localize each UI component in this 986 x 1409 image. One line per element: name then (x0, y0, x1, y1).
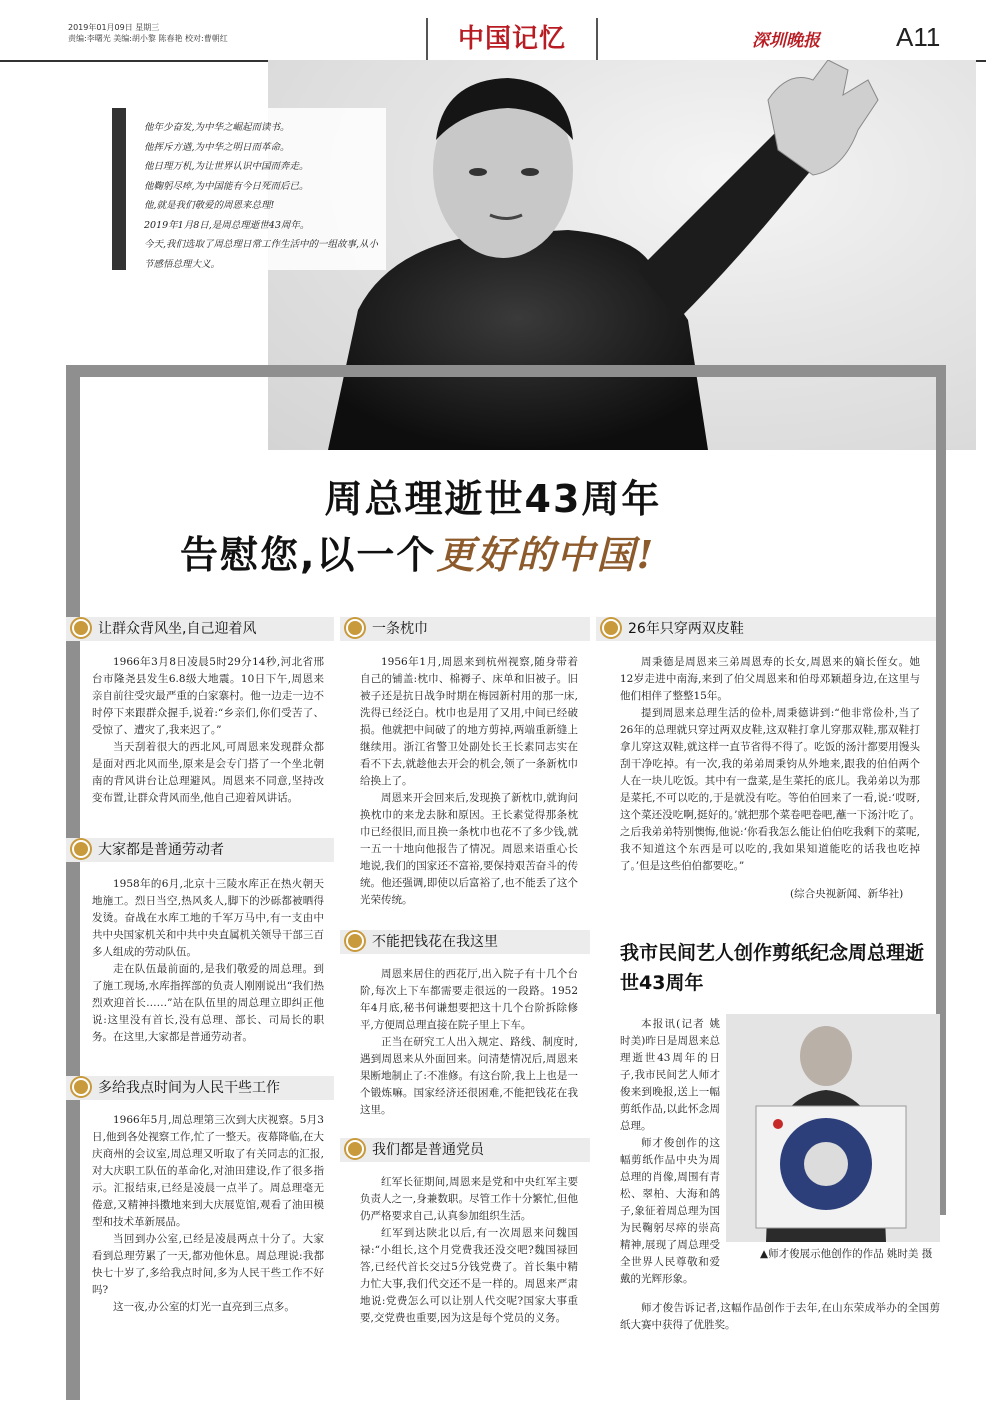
photo-caption: ▲师才俊展示他创作的作品 姚时美 摄 (760, 1248, 933, 1260)
subhead-col1-1 (66, 617, 334, 641)
paragraph: 1966年5月,周总理第三次到大庆视察。5月3日,他到各处视察工作,忙了一整天。夜幕降临,在大庆商州的会议室,周总理又听取了有关同志的汇报,对大庆职工队伍的革命化,对油田建设,作了很多指示。汇报结束,已经是凌晨一点半了。周总理毫无倦意,又精神抖擞地来到大庆展览馆,观看了油田模型和技术革新展品。 (92, 1114, 324, 1228)
paragraph: 周恩来居住的西花厅,出入院子有十几个台阶,每次上下车都需要走很远的一段路。1952年4月底,秘书何谦想要把这十几个台阶拆除修平,方便周总理直接在院子里上下车。 (360, 968, 578, 1031)
paragraph: 这一夜,办公室的灯光一直亮到三点多。 (113, 1301, 295, 1313)
headline-line2-prefix: 告慰您,以一个 (180, 533, 437, 577)
subhead-col2-3 (340, 1138, 590, 1162)
staff-line: 责编:李曙光 美编:胡小黎 陈春艳 校对:曹朝红 (68, 34, 228, 43)
headline-line1: 周总理逝世43周年 (324, 477, 662, 521)
subhead-label: 我们都是普通党员 (372, 1142, 484, 1158)
col2-sec1-body (360, 654, 578, 909)
bullet-icon (602, 619, 620, 637)
paragraph: 1958年的6月,北京十三陵水库正在热火朝天地施工。烈日当空,热风炙人,脚下的沙砾都被晒得发烫。奋战在水库工地的千军万马中,有一支由中共中央国家机关和中共中央直属机关领导干部三百多人组成的劳动队伍。 (92, 878, 324, 958)
col1-sec2-body (92, 876, 324, 1046)
subhead-col1-3 (66, 1076, 334, 1100)
paragraph: 师才俊创作的这幅剪纸作品中央为周总理的肖像,周围有青松、翠柏、大海和鸽子,象征着周总理为国为民鞠躬尽瘁的崇高精神,展现了周总理受全世界人民尊敬和爱戴的光辉形象。 (620, 1137, 720, 1285)
source-credit: (综合央视新闻、新华社) (790, 888, 904, 900)
intro-line: 他挥斥方遒,为中华之明日而革命。 (144, 141, 290, 153)
paragraph: 师才俊告诉记者,这幅作品创作于去年,在山东荣成举办的全国剪纸大赛中获得了优胜奖。 (620, 1302, 940, 1331)
article-body-wide (620, 1300, 940, 1334)
subhead-col2-1 (340, 617, 590, 641)
intro-line: 他日理万机,为让世界认识中国而奔走。 (144, 161, 309, 172)
intro-line: 今天,我们选取了周总理日常工作生活中的一组故事,从小节感悟总理大义。 (144, 239, 379, 270)
paragraph: 1956年1月,周恩来到杭州视察,随身带着自己的铺盖:枕巾、棉褥子、床单和旧被子。旧被子还是抗日战争时期在梅园新村用的那一床,洗得已经泛白。枕巾也是用了又用,中间已经破损。他就把中间破了的地方剪掉,两端重新缝上继续用。浙江省警卫处副处长王长素同志实在看不下去,就趁他去开会的机会,领了一条新枕巾给换上了。 (360, 656, 578, 787)
header-meta (68, 22, 328, 44)
intro-text (144, 118, 384, 274)
paragraph: 周秉德是周恩来三弟周恩寿的长女,周恩来的嫡长侄女。她12岁走进中南海,来到了伯父周恩来和伯母邓颖超身边,在这里与他们相伴了整整15年。 (620, 656, 920, 702)
headline-accent: 更好的中国! (436, 532, 656, 577)
article-title: 我市民间艺人创作剪纸纪念周总理逝世43周年 (620, 942, 925, 994)
col1-sec3-body (92, 1112, 324, 1316)
paragraph: 当天刮着很大的西北风,可周恩来发现群众都是面对西北风而坐,原来是会专门搭了一个坐北朝南的背风讲台让总理避风。周恩来不同意,坚持改变布置,让群众背风而坐,他自己迎着风讲话。 (92, 741, 324, 804)
col2-sec2-body (360, 966, 578, 1119)
paper-logo: 深圳晚报 (752, 31, 820, 51)
paragraph: 红军长征期间,周恩来是党和中央红军主要负责人之一,身兼数职。尽管工作十分繁忙,但他仍严格要求自己,认真参加组织生活。 (360, 1176, 578, 1222)
frame-top (66, 365, 946, 377)
bullet-icon (72, 1078, 90, 1096)
subhead-label: 多给我点时间为人民干些工作 (98, 1080, 280, 1096)
subhead-label: 大家都是普通劳动者 (98, 842, 224, 858)
subhead-label: 26年只穿两双皮鞋 (628, 621, 744, 637)
paragraph: 红军到达陕北以后,有一次周恩来问魏国禄:“小组长,这个月党费我还没交吧?魏国禄回答,已经代首长交过5分钱党费了。首长集中精力忙大事,我们代交还不是一样的。周恩来严肃地说:党费怎么可以让别人代交呢?国家大事重要,交党费也重要,因为这是每个党员的义务。 (360, 1227, 578, 1324)
subhead-label: 不能把钱花在我这里 (372, 934, 498, 950)
date-line: 2019年01月09日 星期三 (68, 23, 160, 32)
paragraph: 当回到办公室,已经是凌晨两点十分了。大家看到总理劳累了一天,都劝他休息。周总理说:我都快七十岁了,多给我点时间,多为人民干些工作不好吗? (92, 1233, 324, 1296)
col2-sec3-body (360, 1174, 578, 1327)
bullet-icon (72, 840, 90, 858)
intro-bar (112, 108, 126, 270)
intro-line: 他年少奋发,为中华之崛起而读书。 (144, 122, 290, 133)
bullet-icon (72, 619, 90, 637)
intro-line: 2019年1月8日,是周总理逝世43周年。 (144, 219, 310, 231)
artist-photo-graphic (726, 1014, 940, 1242)
paragraph: 走在队伍最前面的,是我们敬爱的周总理。到了施工现场,水库指挥部的负责人刚刚说出“我们热烈欢迎首长……”站在队伍里的周总理立即纠正他说:这里没有首长,没有总理、部长、司局长的职务。在这里,大家都是普通劳动者。 (92, 963, 324, 1043)
article-body-narrow (620, 1016, 720, 1288)
bullet-icon (346, 932, 364, 950)
paragraph: 提到周恩来总理生活的俭朴,周秉德讲到:“他非常俭朴,当了26年的总理就只穿过两双皮鞋,这双鞋打拿儿穿那双鞋,那双鞋打拿儿穿这双鞋,就这样一直节省得不得了。吃饭的汤汁都要用馒头刮干净吃掉。有一次,我的弟弟周秉钧从外地来,跟我的伯伯两个人在一块儿吃饭。其中有一盘菜,是生菜托的底儿。我弟弟以为那是菜托,不可以吃的,于是就没有吃。等伯伯回来了一看,说:‘哎呀,这个菜还没吃啊,挺好的。’就把那个菜卷吧卷吧,蘸一下汤汁吃了。之后我弟弟特别懊悔,他说:‘你看我怎么能让伯伯吃我剩下的菜呢,我不知道这个东西是可以吃的,我如果知道能吃的话我也吃掉了。’但是这些伯伯都要吃。” (620, 707, 920, 872)
col3-sec1-body (620, 654, 920, 875)
subhead-col1-2 (66, 838, 334, 862)
paragraph: 正当在研究工人出入规定、路线、制度时,遇到周恩来从外面回来。问清楚情况后,周恩来果断地制止了:不准修。有这台阶,我上上也是一个锻炼嘛。国家经济还很困难,不能把钱花在我这里。 (360, 1036, 578, 1116)
section-title: 中国记忆 (426, 18, 598, 60)
intro-line: 他鞠躬尽瘁,为中国能有今日死而后已。 (144, 180, 309, 192)
headline-line2 (180, 524, 880, 579)
page-number: A11 (896, 22, 941, 52)
subhead-col2-2 (340, 930, 590, 954)
frame-left (66, 370, 80, 1400)
paragraph: 本报讯(记者 姚时美)昨日是周恩来总理逝世43周年的日子,我市民间艺人师才俊来到晚报,送上一幅剪纸作品,以此怀念周总理。 (620, 1018, 720, 1132)
paragraph: 1966年3月8日凌晨5时29分14秒,河北省邢台市隆尧县发生6.8级大地震。10日下午,周恩来亲自前往受灾最严重的白家寨村。他一边走一边不时停下来跟群众握手,说着:“乡亲们,你们受苦了、受惊了、遭灾了,我来迟了。” (92, 656, 324, 736)
artist-photo (726, 1014, 940, 1242)
intro-line: 他,就是我们敬爱的周恩来总理! (144, 200, 275, 211)
subhead-col3-1 (596, 617, 936, 641)
subhead-label: 一条枕巾 (372, 621, 428, 637)
subhead-label: 让群众背风坐,自己迎着风 (98, 621, 257, 637)
bullet-icon (346, 1140, 364, 1158)
col1-sec1-body (92, 654, 324, 807)
paragraph: 周恩来开会回来后,发现换了新枕巾,就询问换枕巾的来龙去脉和原因。王长素觉得那条枕巾已经很旧,而且换一条枕巾也花不了多少钱,就一五一十地向他报告了情况。周恩来语重心长地说,我们的国家还不富裕,要保持艰苦奋斗的传统。他还强调,即使以后富裕了,也不能丢了这个光荣传统。 (360, 792, 578, 906)
bullet-icon (346, 619, 364, 637)
